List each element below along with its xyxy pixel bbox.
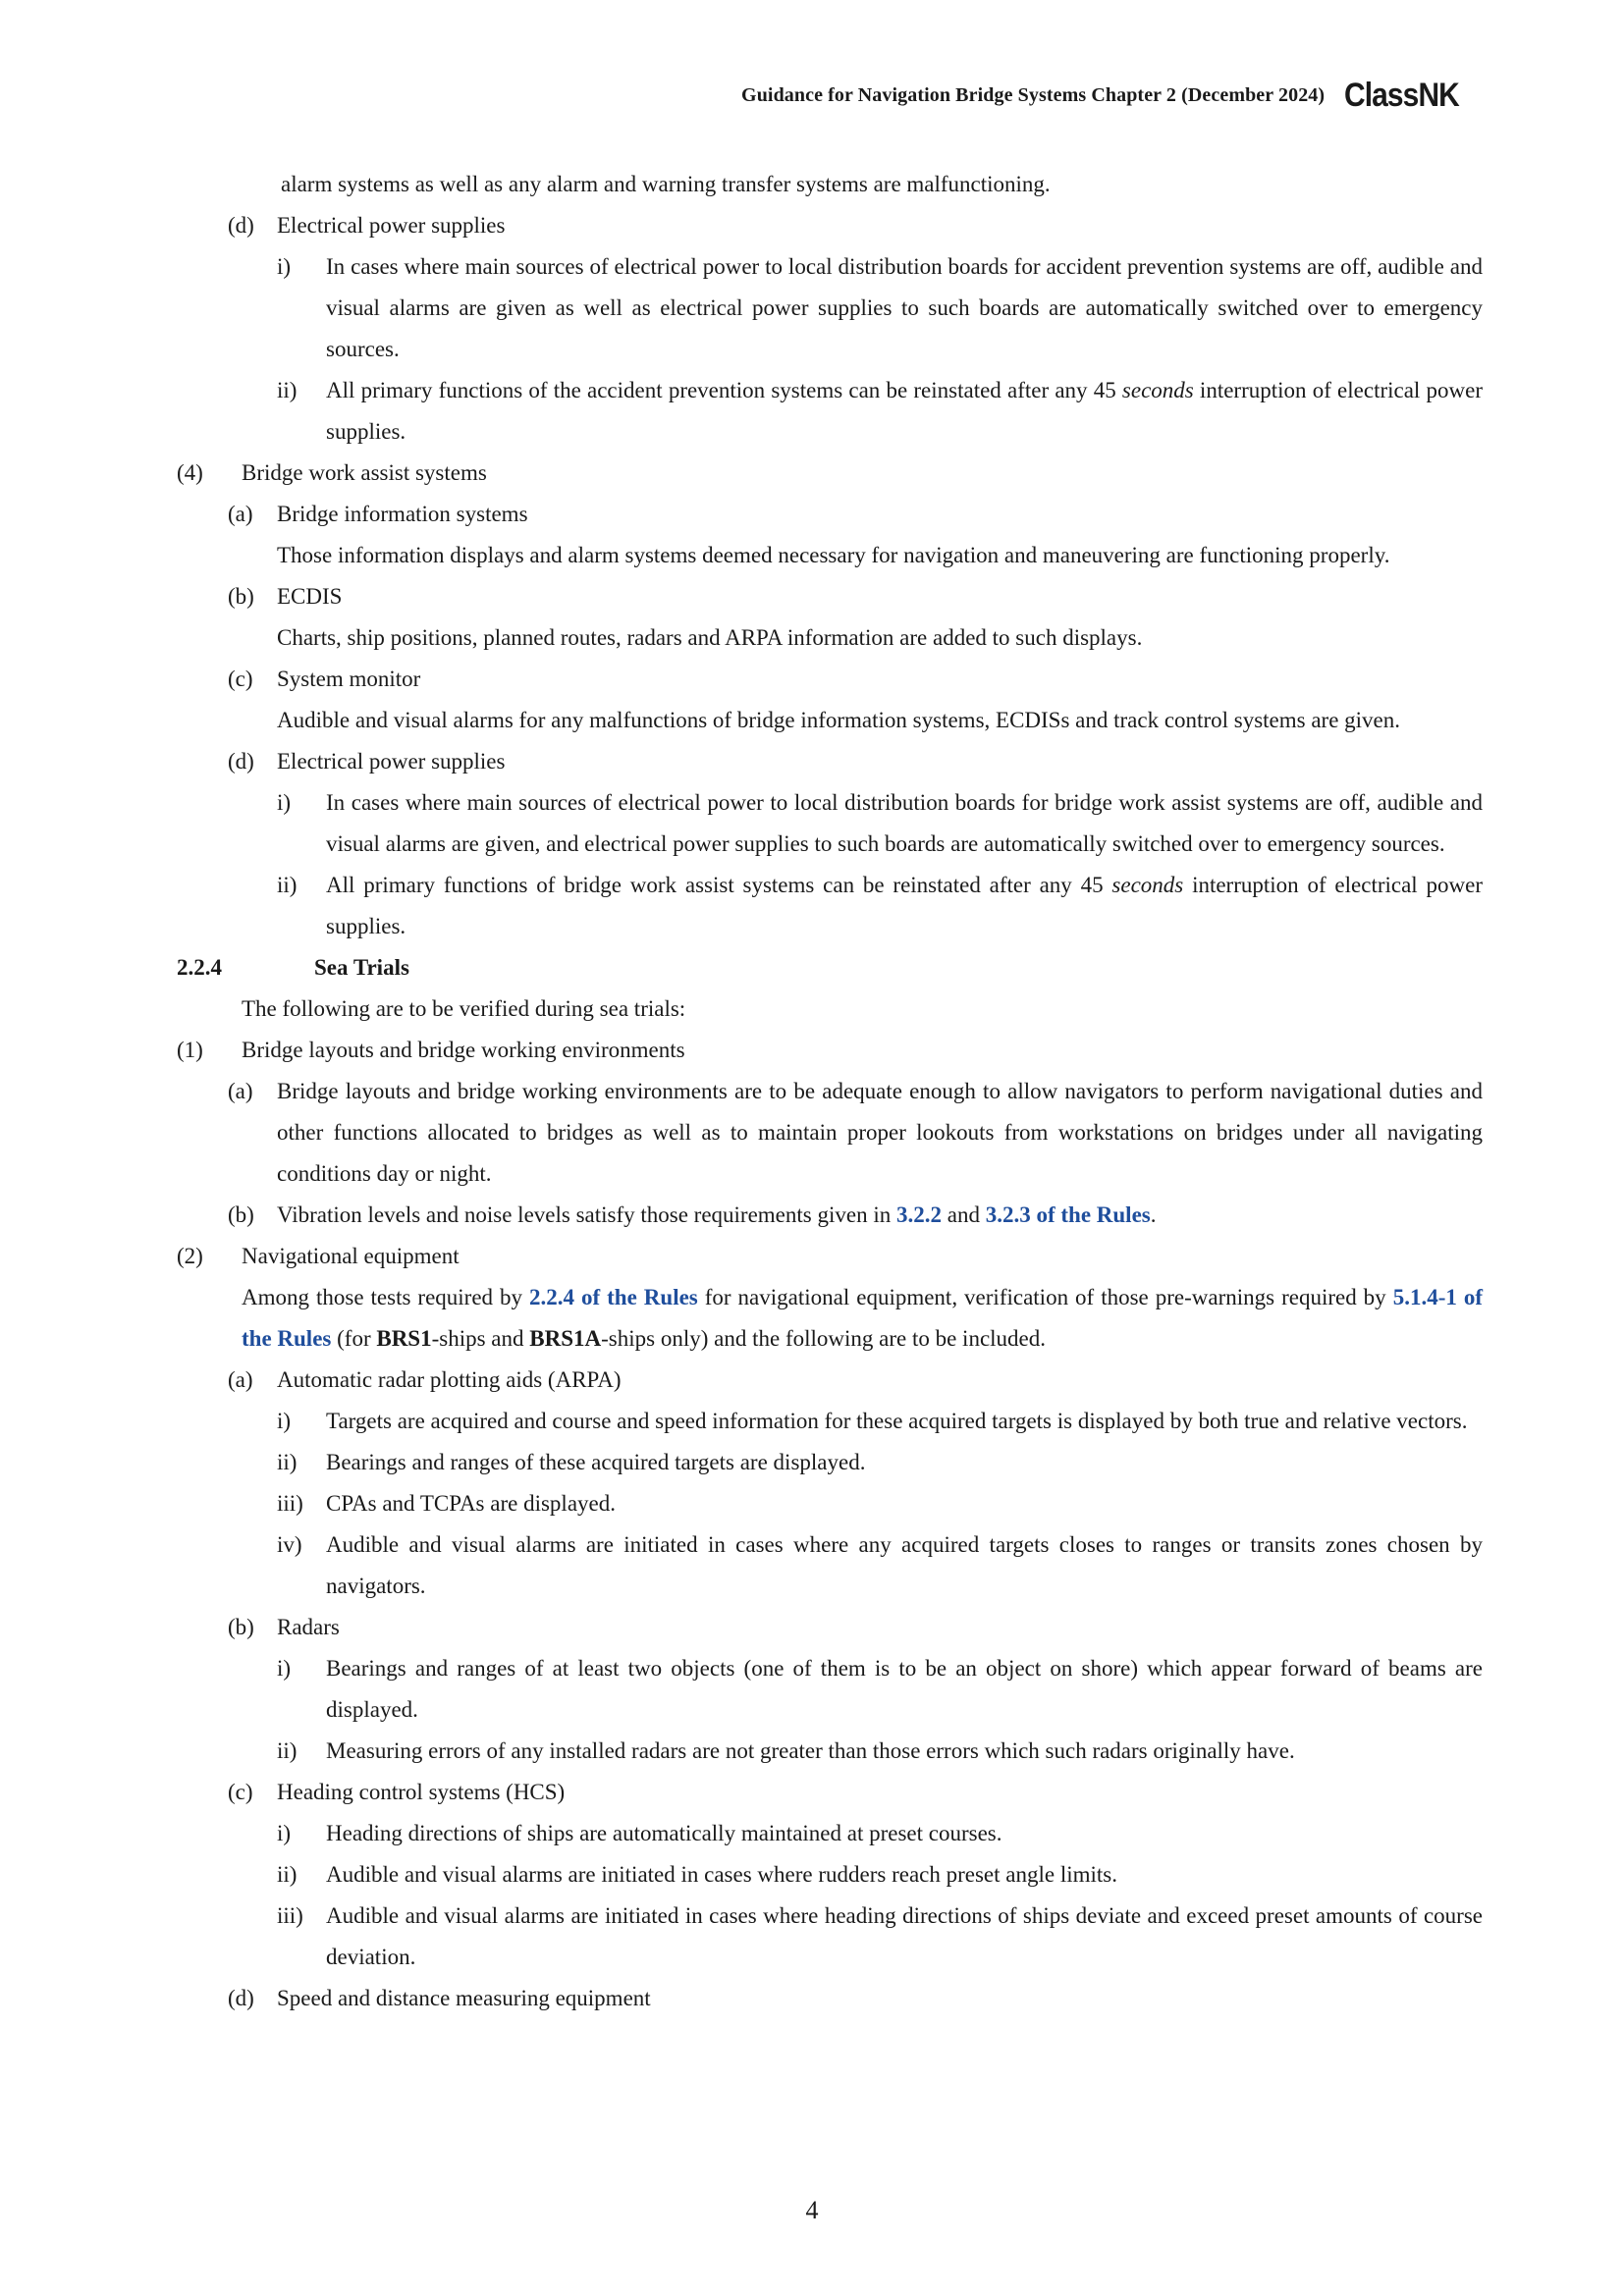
list-item: (a) Bridge information systems <box>228 502 528 526</box>
section-title: Sea Trials <box>314 955 409 980</box>
list-item: (b) Vibration levels and noise levels satisfy those requirements given in 3.2.2 and 3.2.3 of the Rules. <box>228 1202 1157 1227</box>
list-item: ii) Audible and visual alarms are initiated in cases where rudders reach preset angle limits. <box>277 1862 1117 1887</box>
list-item: (4) Bridge work assist systems <box>177 460 487 485</box>
list-item: i) In cases where main sources of electrical power to local distribution boards for accident prevention systems are off, audible and visual alarms are given as well as electrical power supplies to such boards are automatically switched over to emergency sources. <box>277 254 1483 361</box>
list-item: (1) Bridge layouts and bridge working environments <box>177 1038 685 1062</box>
list-item: iii) Audible and visual alarms are initiated in cases where heading directions of ships deviate and exceed preset amounts of course deviation. <box>277 1903 1483 1969</box>
list-item: ii) All primary functions of the accident prevention systems can be reinstated after any 45 seconds interruption of electrical power supplies. <box>277 378 1483 444</box>
list-item: ii) All primary functions of bridge work assist systems can be reinstated after any 45 seconds interruption of electrical power supplies. <box>277 873 1483 938</box>
list-item: (2) Navigational equipment <box>177 1244 460 1268</box>
list-item: (c) System monitor <box>228 667 421 691</box>
rule-link-5-1-4-1[interactable]: 5.1.4-1 of the Rules <box>242 1285 1483 1351</box>
list-item: i) Heading directions of ships are automatically maintained at preset courses. <box>277 1821 1002 1845</box>
classnk-logo: ClassNK <box>1344 77 1460 114</box>
rule-link-2-2-4[interactable]: 2.2.4 of the Rules <box>529 1285 698 1309</box>
section-number: 2.2.4 <box>177 955 222 980</box>
list-item: ii) Measuring errors of any installed radars are not greater than those errors which such radars originally have. <box>277 1738 1295 1763</box>
header-title: Guidance for Navigation Bridge Systems Chapter 2 (December 2024) <box>741 84 1326 106</box>
list-item: i) Bearings and ranges of at least two objects (one of them is to be an object on shore) which appear forward of beams are displayed. <box>277 1656 1483 1722</box>
list-item: (b) ECDIS <box>228 584 343 609</box>
list-item: iv) Audible and visual alarms are initiated in cases where any acquired targets closes to ranges or transits zones chosen by navigators. <box>277 1532 1483 1598</box>
list-item: (c) Heading control systems (HCS) <box>228 1780 566 1804</box>
page-header <box>741 77 1475 115</box>
list-item: iii) CPAs and TCPAs are displayed. <box>277 1491 616 1516</box>
list-item: (d) Electrical power supplies <box>228 749 506 774</box>
rule-link-3-2-2[interactable]: 3.2.2 <box>895 1202 942 1227</box>
page-number: 4 <box>805 2196 819 2224</box>
paragraph-line: Among those tests required by 2.2.4 of the Rules for navigational equipment, verification of those pre-warnings required by 5.1.4-1 of the Rules (for BRS1-ships and BRS1A-ships only) and the following are to be included. <box>242 1285 1483 1351</box>
document-body <box>167 164 1483 2019</box>
list-item: i) In cases where main sources of electrical power to local distribution boards for bridge work assist systems are off, audible and visual alarms are given, and electrical power supplies to such boards are automatically switched over to emergency sources. <box>277 790 1483 856</box>
rule-link-3-2-3[interactable]: 3.2.3 of the Rules <box>985 1202 1151 1227</box>
section-heading <box>167 947 1483 988</box>
paragraph-line: The following are to be verified during sea trials: <box>242 996 686 1021</box>
paragraph-line: Audible and visual alarms for any malfunctions of bridge information systems, ECDISs and track control systems are given. <box>277 708 1401 732</box>
paragraph-line: Charts, ship positions, planned routes, radars and ARPA information are added to such displays. <box>277 625 1143 650</box>
list-item: (a) Automatic radar plotting aids (ARPA) <box>228 1367 622 1392</box>
paragraph-line: Those information displays and alarm systems deemed necessary for navigation and maneuvering are functioning properly. <box>277 543 1390 567</box>
list-item: (b) Radars <box>228 1615 340 1639</box>
list-item: i) Targets are acquired and course and speed information for these acquired targets is displayed by both true and relative vectors. <box>277 1409 1468 1433</box>
list-item: (a) Bridge layouts and bridge working environments are to be adequate enough to allow navigators to perform navigational duties and other functions allocated to bridges as well as to maintain proper lookouts from workstations on bridges under all navigating conditions day or night. <box>228 1079 1483 1186</box>
paragraph-line: alarm systems as well as any alarm and warning transfer systems are malfunctioning. <box>281 172 1051 196</box>
list-item: ii) Bearings and ranges of these acquired targets are displayed. <box>277 1450 866 1474</box>
list-item: (d) Speed and distance measuring equipment <box>228 1986 651 2010</box>
list-item: (d) Electrical power supplies <box>228 213 506 238</box>
